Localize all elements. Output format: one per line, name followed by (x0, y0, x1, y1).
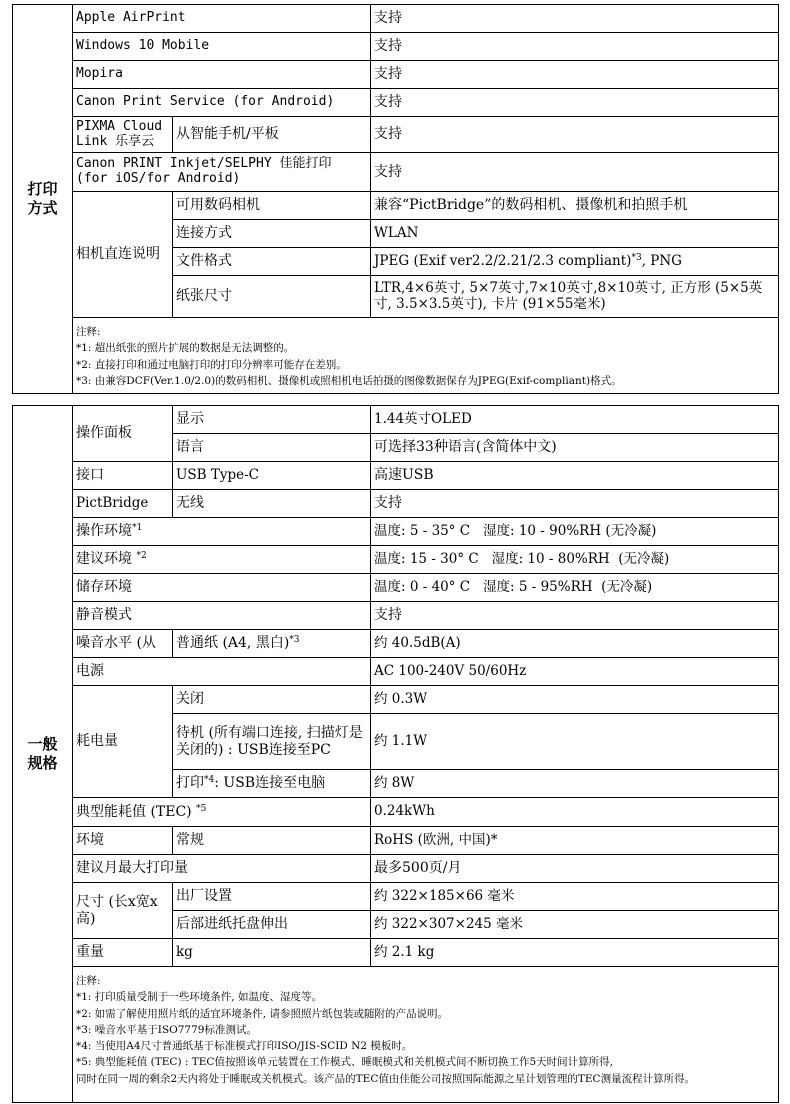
row-label: 静音模式 (73, 602, 371, 630)
print-method-side-label: 打印 方式 (13, 5, 73, 394)
row-value: 支持 (371, 153, 779, 192)
table-row (13, 658, 779, 686)
row-value: 约 322×185×66 毫米 (371, 883, 779, 911)
row-label: Mopira (73, 61, 371, 89)
row-value: 0.24kWh (371, 798, 779, 827)
row-value: RoHS (欧洲, 中国)* (371, 827, 779, 855)
row-label: Canon PRINT Inkjet/SELPHY 佳能打印 (for iOS/for Android) (73, 153, 371, 192)
table-row (13, 798, 779, 827)
row-value: WLAN (371, 220, 779, 248)
print-notes (73, 318, 779, 394)
row-value: 约 0.3W (371, 686, 779, 714)
note-item: *3: 由兼容DCF(Ver.1.0/2.0)的数码相机、摄像机或照相机电话拍摄的图像数据保存为JPEG(Exif-compliant)格式。 (76, 374, 622, 387)
row-value: 温度: 0 - 40° C 湿度: 5 - 95%RH (无冷凝) (371, 574, 779, 602)
row-label: 环境 (73, 827, 173, 855)
table-row (13, 686, 779, 714)
row-value: 约 40.5dB(A) (371, 630, 779, 658)
row-label: Canon Print Service (for Android) (73, 89, 371, 117)
row-label: 连接方式 (173, 220, 371, 248)
footnote-ref: *4 (204, 775, 215, 786)
notes-row (13, 318, 779, 394)
footnote-ref: *1 (132, 523, 143, 534)
footnote-ref: *2 (136, 551, 147, 562)
notes-title: 注释: (76, 975, 101, 987)
table-row (13, 546, 779, 574)
row-value: 支持 (371, 117, 779, 153)
camera-direct-label: 相机直连说明 (73, 192, 173, 318)
table-row (13, 518, 779, 546)
note-item: *3: 噪音水平基于ISO7779标准测试。 (76, 1023, 257, 1036)
row-sublabel: 显示 (173, 406, 371, 434)
row-label: 纸张尺寸 (173, 276, 371, 318)
table-row (13, 153, 779, 192)
general-notes (73, 967, 779, 1103)
row-sublabel: 打印$^{*4}$: USB连接至电脑 (173, 770, 371, 798)
table-row (13, 630, 779, 658)
row-label: 尺寸 (长x宽x高) (73, 883, 173, 939)
table-row (13, 939, 779, 967)
row-value: 温度: 5 - 35° C 湿度: 10 - 90%RH (无冷凝) (371, 518, 779, 546)
row-sublabel: 后部进纸托盘伸出 (173, 911, 371, 939)
row-label: 典型能耗值 (TEC) $^{*5}$ (73, 798, 371, 827)
row-sublabel: 无线 (173, 490, 371, 518)
row-sublabel: 普通纸 (A4, 黑白)$^{*3}$ (173, 630, 371, 658)
table-row (13, 5, 779, 33)
row-sublabel: 从智能手机/平板 (173, 117, 371, 153)
general-spec-side-label: 一般 规格 (13, 406, 73, 1103)
row-value: 支持 (371, 61, 779, 89)
row-label: 可用数码相机 (173, 192, 371, 220)
note-item: *2: 直接打印和通过电脑打印的打印分辨率可能存在差别。 (76, 358, 347, 371)
table-row (13, 883, 779, 911)
note-item: *1: 超出纸张的照片扩展的数据是无法调整的。 (76, 342, 295, 355)
row-value: 支持 (371, 490, 779, 518)
row-value: LTR,4×6英寸, 5×7英寸,7×10英寸,8×10英寸, 正方形 (5×5英寸, 3.5×3.5英寸), 卡片 (91×55毫米) (371, 276, 779, 318)
row-label: PIXMA Cloud Link 乐享云 (73, 117, 173, 153)
row-label: Windows 10 Mobile (73, 33, 371, 61)
row-label: 储存环境 (73, 574, 371, 602)
row-value: 1.44英寸OLED (371, 406, 779, 434)
footnote-ref: *5 (196, 803, 207, 814)
row-label: 文件格式 (173, 248, 371, 276)
row-label: 接口 (73, 462, 173, 490)
print-method-table (12, 4, 779, 394)
row-sublabel: 出厂设置 (173, 883, 371, 911)
row-label: PictBridge (73, 490, 173, 518)
table-row (13, 89, 779, 117)
row-value: AC 100-240V 50/60Hz (371, 658, 779, 686)
row-value: 支持 (371, 602, 779, 630)
row-sublabel: 语言 (173, 434, 371, 462)
row-value: 支持 (371, 33, 779, 61)
row-value: 约 2.1 kg (371, 939, 779, 967)
row-sublabel: kg (173, 939, 371, 967)
row-value: 温度: 15 - 30° C 湿度: 10 - 80%RH (无冷凝) (371, 546, 779, 574)
row-value: 约 8W (371, 770, 779, 798)
note-item: *4: 当使用A4尺寸普通纸基于标准模式打印ISO/JIS-SCID N2 模板时。 (76, 1040, 413, 1053)
row-value: 可选择33种语言(含简体中文) (371, 434, 779, 462)
table-row (13, 33, 779, 61)
note-item: *1: 打印质量受制于一些环境条件, 如温度、湿度等。 (76, 991, 322, 1004)
table-row (13, 61, 779, 89)
notes-title: 注释: (76, 326, 101, 338)
row-label: 耗电量 (73, 686, 173, 798)
row-label: 建议环境 $^{*2}$ (73, 546, 371, 574)
table-row (13, 602, 779, 630)
row-value: 最多500页/月 (371, 855, 779, 883)
general-spec-table (12, 405, 779, 1103)
row-value: 支持 (371, 89, 779, 117)
row-label: 建议月最大打印量 (73, 855, 371, 883)
row-value: 支持 (371, 5, 779, 33)
notes-row (13, 967, 779, 1103)
note-item: *5: 典型能耗值 (TEC) : TEC值按照该单元装置在工作模式、睡眠模式和关机模式间不断切换工作5天时间计算所得, (76, 1056, 613, 1069)
footnote-ref: *3 (631, 252, 642, 263)
row-value: 高速USB (371, 462, 779, 490)
table-row (13, 490, 779, 518)
row-value: 兼容“PictBridge”的数码相机、摄像机和拍照手机 (371, 192, 779, 220)
row-label: 噪音水平 (从 (73, 630, 173, 658)
table-row (13, 117, 779, 153)
row-label: Apple AirPrint (73, 5, 371, 33)
row-value: 约 322×307×245 毫米 (371, 911, 779, 939)
note-item: *2: 如需了解使用照片纸的适宜环境条件, 请参照照片纸包装或随附的产品说明。 (76, 1007, 448, 1020)
row-label: 操作环境$^{*1}$ (73, 518, 371, 546)
row-sublabel: 常规 (173, 827, 371, 855)
row-label: 操作面板 (73, 406, 173, 462)
row-value: 约 1.1W (371, 714, 779, 770)
row-sublabel: USB Type-C (173, 462, 371, 490)
row-label: 电源 (73, 658, 371, 686)
table-row (13, 406, 779, 434)
table-row (13, 827, 779, 855)
note-item: 同时在同一周的剩余2天内将处于睡眠或关机模式。该产品的TEC值由佳能公司按照国际能源之星计划管理的TEC测量流程计算所得。 (76, 1072, 696, 1085)
table-row (13, 192, 779, 220)
row-value: JPEG (Exif ver2.2/2.21/2.3 compliant)$^{*3}$, PNG (371, 248, 779, 276)
row-sublabel: 关闭 (173, 686, 371, 714)
table-row (13, 462, 779, 490)
table-row (13, 574, 779, 602)
footnote-ref: *3 (289, 635, 300, 646)
row-label: 重量 (73, 939, 173, 967)
table-row (13, 855, 779, 883)
row-sublabel: 待机 (所有端口连接, 扫描灯是关闭的) : USB连接至PC (173, 714, 371, 770)
